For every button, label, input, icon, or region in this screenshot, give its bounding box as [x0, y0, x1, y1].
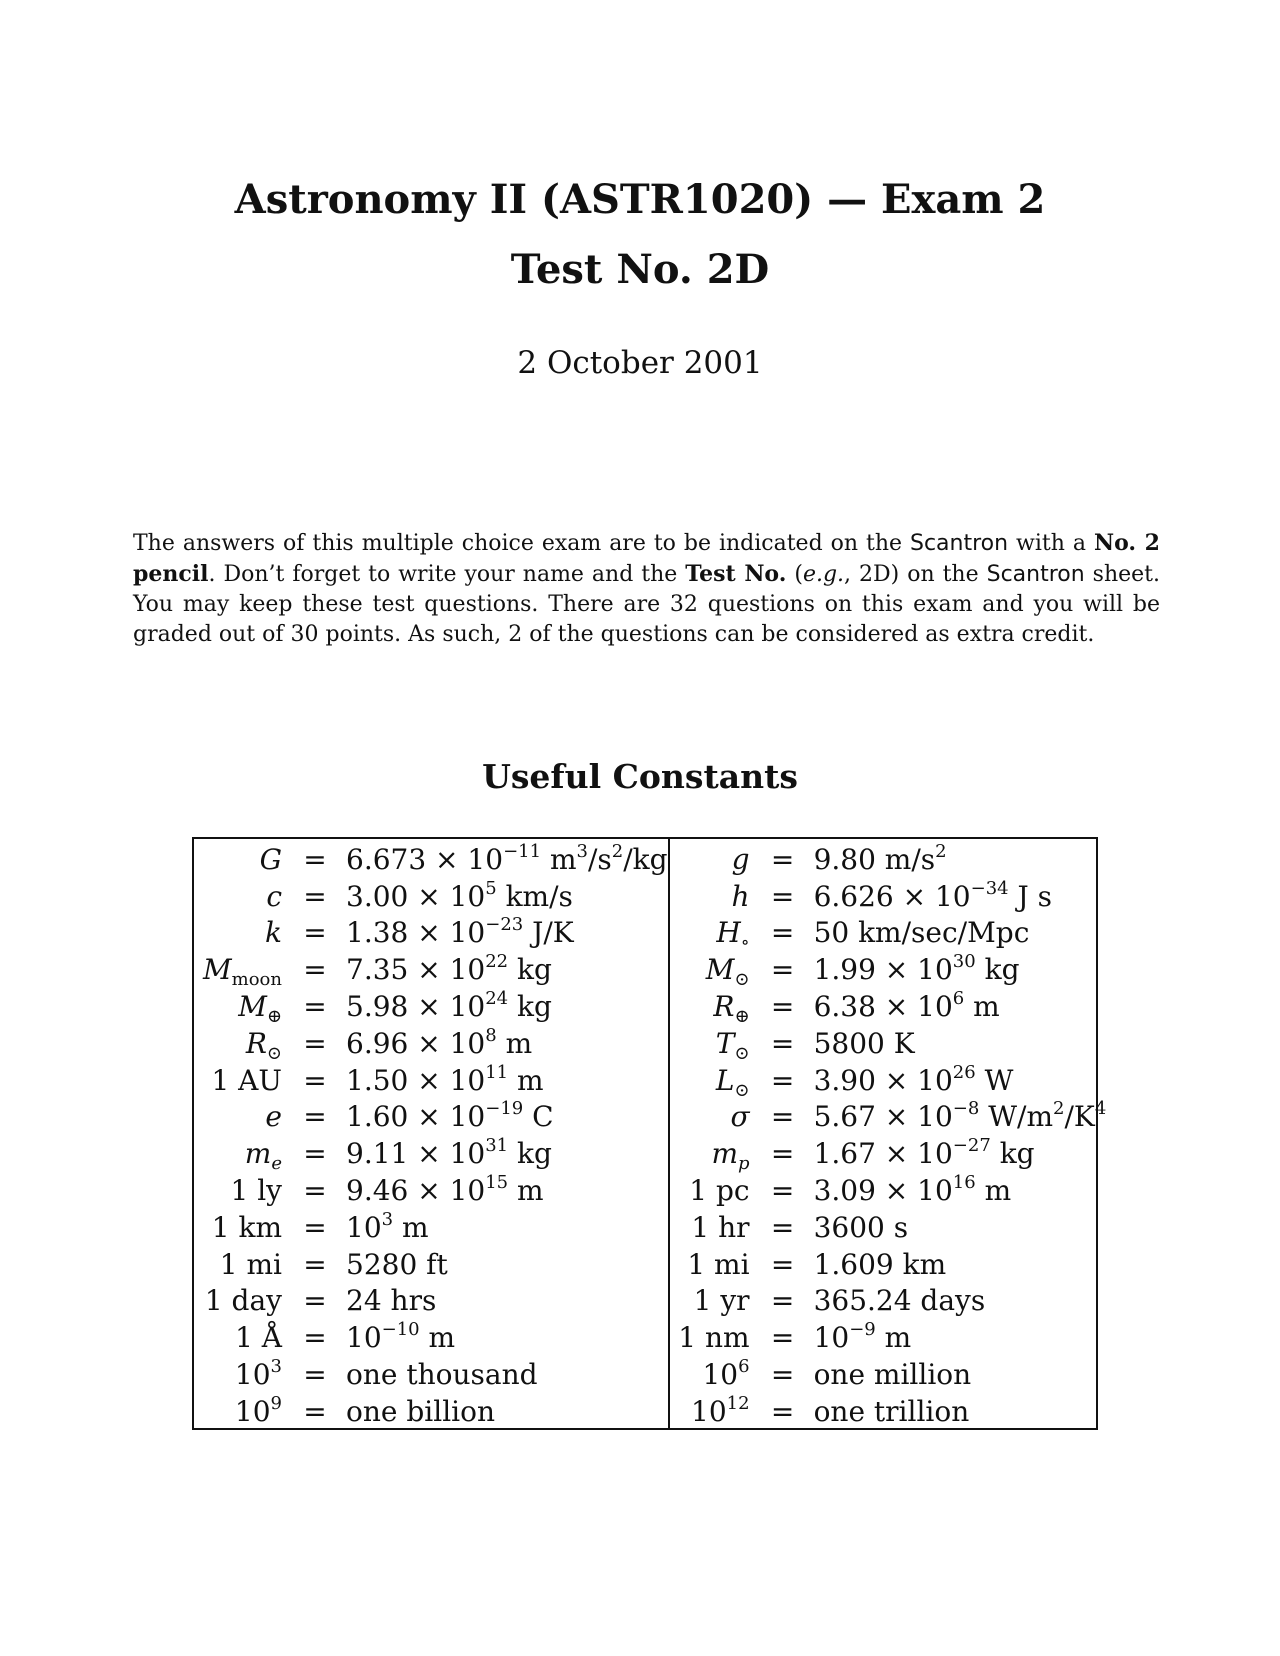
constant-row: σ = $5.67 \times 10^{-8}$ $W/m^2/K^4$ — [730, 1098, 1107, 1134]
constant-row: 1 day = 24 hrs — [204, 1284, 437, 1318]
constant-row: 1 hr = 3600 s — [691, 1210, 909, 1244]
constants-column-right — [670, 839, 1107, 1428]
constant-row: $M_{moon}$ = $7.35 \times 10^{22}$ kg — [202, 951, 552, 991]
constant-row: c = $3.00 \times 10^5$ km/s — [266, 877, 573, 913]
constants-table — [192, 837, 1107, 1430]
constant-row: $10^{12}$ = one trillion — [691, 1392, 970, 1428]
constant-row: 1 nm = $10^{-9}$ m — [678, 1319, 912, 1355]
constant-row: 1 yr = 365.24 days — [693, 1284, 986, 1318]
constant-row: h = $6.626 \times 10^{-34}$ J s — [731, 877, 1053, 913]
constant-row: 1 ly = $9.46 \times 10^{15}$ m — [230, 1172, 544, 1208]
constant-row: g = 9.80 $m/s^2$ — [731, 840, 947, 876]
constant-row: e = $1.60 \times 10^{-19}$ C — [265, 1098, 554, 1134]
instructions-paragraph: The answers of this multiple choice exam are to be indicated on the Scantron with a No. 2 pencil. Don’t forget to write your name and the Test No. (e.g., 2D) on the Scantron sheet. You may keep these test questions. There are 32 questions on this exam and you will be graded out of 30 points. As such, 2 of the questions can be considered as extra credit. — [133, 530, 1160, 647]
constant-row: $10^9$ = one billion — [234, 1392, 495, 1428]
constant-row: $M_\oplus$ = $5.98 \times 10^{24}$ kg — [238, 988, 552, 1028]
constant-row: 1 Å = $10^{-10}$ m — [235, 1319, 456, 1355]
constant-row: $L_⊙$ = $3.90 \times 10^{26}$ W — [715, 1061, 1014, 1101]
constant-row: $10^3$ = one thousand — [234, 1356, 538, 1392]
constant-row: $H_\circ$ = 50 km/sec/Mpc — [716, 916, 1030, 954]
constant-row: $m_p$ = $1.67 \times 10^{-27}$ kg — [711, 1135, 1035, 1175]
constant-row: 1 km = $10^3$ m — [211, 1208, 429, 1244]
constants-column-left — [194, 839, 670, 1428]
constant-row: $R_\oplus$ = $6.38 \times 10^6$ m — [713, 988, 1000, 1028]
constants-heading: Useful Constants — [482, 757, 798, 796]
exam-title: Astronomy II (ASTR1020) — Exam 2 — [234, 176, 1046, 223]
constant-row: G = $6.673 \times 10^{-11}$ $m^3/s^2/kg$ — [259, 840, 668, 876]
constant-row: 1 AU = $1.50 \times 10^{11}$ m — [211, 1061, 544, 1097]
constant-row: 1 mi = 5280 ft — [219, 1247, 448, 1281]
constant-row: 1 pc = $3.09 \times 10^{16}$ m — [689, 1172, 1012, 1208]
constant-row: 1 mi = 1.609 km — [687, 1247, 947, 1281]
constant-row: $10^6$ = one million — [702, 1356, 972, 1392]
constant-row: $R_⊙$ = $6.96 \times 10^8$ m — [245, 1024, 533, 1064]
constant-row: $m_e$ = $9.11 \times 10^{31}$ kg — [244, 1135, 552, 1175]
constant-row: k = $1.38 \times 10^{-23}$ J/K — [265, 914, 574, 950]
test-number-title: Test No. 2D — [510, 246, 770, 293]
constant-row: $M_⊙$ = $1.99 \times 10^{30}$ kg — [705, 951, 1020, 991]
exam-date: 2 October 2001 — [517, 345, 763, 381]
constant-row: $T_⊙$ = 5800 K — [715, 1026, 915, 1064]
